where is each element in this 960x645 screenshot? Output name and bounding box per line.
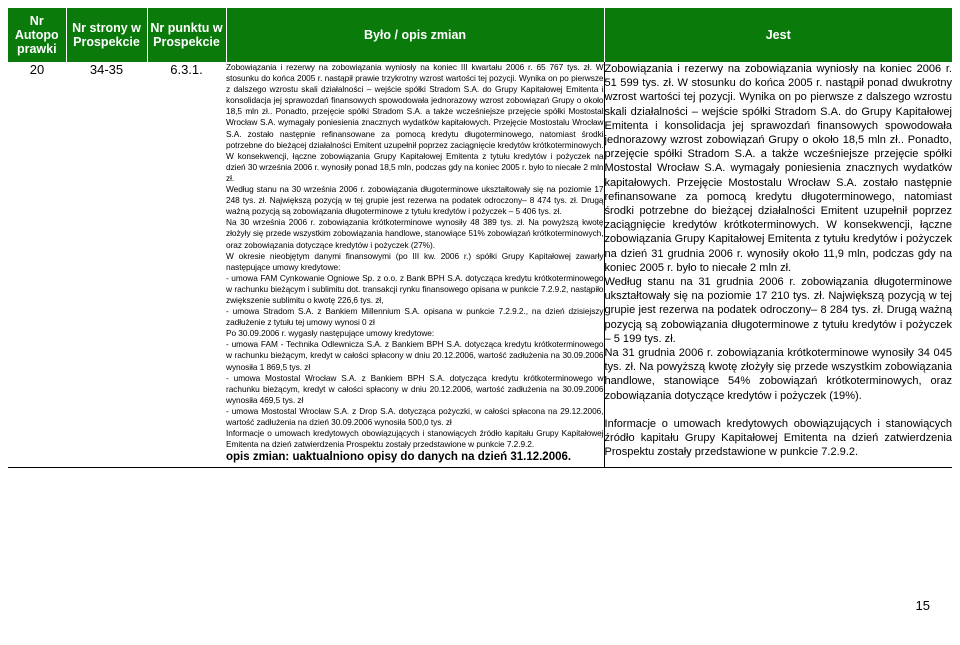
was-paragraph: Informacje o umowach kredytowych obowiązujących i stanowiących źródło kapitału Grupy Kapitałowej Emitenta na dzień zatwierdzenia Prospektu zostały przedstawione w punkcie 7.2.9.2.: [226, 428, 604, 450]
cell-was: [226, 62, 604, 468]
document-page: [8, 8, 952, 468]
was-paragraph: Zobowiązania i rezerwy na zobowiązania wyniosły na koniec III kwartału 2006 r. 65 767 tys. zł. W stosunku do końca 2005 r. nastąpił prawie trzykrotny wzrost wartości tej pozycji. Wynika on po pierwsze z dalszego wzrostu skali działalności – wejście spółki Stradom S.A. do Grupy Kapitałowej Emitenta i konsolidacja jej sprawozdań finansowych spowodowała jednorazowy wzrost zobowiązań Grupy o około 18,5 mln zł.. Ponadto, przejęcie spółki Stradom S.A. a także wcześniejsze przejęcie spółki Mostostal Wrocław S.A. wymagały poniesienia znacznych wydatków kapitałowych. Przejęcie Mostostalu Wrocław S.A. zostało następnie refinansowane za pomocą kredytu długoterminowego, natomiast środki potrzebne do bieżącej działalności Emitent uzupełnił poprzez zaciągnięcie kredytów krótkoterminowych. W konsekwencji, łączne zobowiązania Grupy Kapitałowej Emitenta z tytułu kredytów i pożyczek na dzień 30 września 2006 r. wynosiły ponad 18,5 mln, podczas gdy na koniec 2005 r. było to niecałe 2 mln zł.: [226, 62, 604, 183]
header-point: Nr punktu w Prospekcie: [147, 8, 226, 62]
table-header-row: [8, 8, 952, 62]
cell-page: 34-35: [66, 62, 147, 468]
cell-is: [604, 62, 952, 468]
is-paragraph: Na 31 grudnia 2006 r. zobowiązania krótkoterminowe wynosiły 34 045 tys. zł. Na powyższą kwotę złożyły się przede wszystkim zobowiązania handlowe, stanowiące 54% zobowiązań krótkoterminowych, oraz zobowiązania dotyczące kredytów i pożyczek (19%).: [604, 347, 952, 402]
was-paragraph: - umowa FAM Cynkowanie Ogniowe Sp. z o.o. z Bank BPH S.A. dotycząca kredytu krótkoterminowego w rachunku bieżącym i sublimitu dot. transakcji rynku finansowego opisana w punkcie 7.2.9.2, nastąpiło zwiększenie sublimitu o kwotę 226,6 tys. zł,: [226, 272, 604, 305]
was-paragraph: - umowa FAM - Technika Odlewnicza S.A. z Bankiem BPH S.A. dotycząca kredytu krótkoterminowego w rachunku bieżącym, kredyt w całości spłacony w dniu 20.12.2006, wartość zadłużenia na 30.09.2006 wynosiła 1 869,5 tys. zł: [226, 339, 604, 372]
cell-nr: 20: [8, 62, 66, 468]
header-nr: Nr Autopo prawki: [8, 8, 66, 62]
header-was: Było / opis zmian: [226, 8, 604, 62]
was-paragraph: Po 30.09.2006 r. wygasły następujące umowy kredytowe:: [226, 328, 435, 339]
page-number: 15: [915, 598, 930, 613]
was-text: [226, 62, 604, 450]
header-is: Jest: [604, 8, 952, 62]
is-paragraph: Informacje o umowach kredytowych obowiązujących i stanowiących źródło kapitału Grupy Kapitałowej Emitenta na dzień zatwierdzenia Prospektu zostały przedstawione w punkcie 7.2.9.2.: [604, 417, 952, 459]
was-paragraph: - umowa Stradom S.A. z Bankiem Millennium S.A. opisana w punkcie 7.2.9.2., na dzień dzisiejszy zadłużenie z tytułu tej umowy wynosi 0 zł: [226, 306, 604, 328]
was-paragraph: - umowa Mostostal Wrocław S.A. z Drop S.A. dotycząca pożyczki, w całości spłacona na 29.12.2006, wartość zadłużenia na dzień 30.09.2006 wynosiła 500,0 tys. zł: [226, 405, 604, 427]
is-text: [605, 62, 953, 459]
change-description: opis zmian: uaktualniono opisy do danych na dzień 31.12.2006.: [226, 451, 572, 464]
was-paragraph: Według stanu na 30 września 2006 r. zobowiązania długoterminowe ukształtowały się na poziomie 17 248 tys. zł. Największą pozycją w tej grupie jest rezerwa na podatek odroczony– 8 474 tys. zł. Drugą ważną pozycją są zobowiązania długoterminowe z tytułu kredytów i pożyczek – 5 406 tys. zł.: [226, 184, 604, 217]
header-page: Nr strony w Prospekcie: [66, 8, 147, 62]
was-paragraph: W okresie nieobjętym danymi finansowymi (po III kw. 2006 r.) spółki Grupy Kapitałowej zawarły następujące umowy kredytowe:: [226, 250, 604, 272]
table-row: [8, 62, 952, 468]
was-paragraph: Na 30 września 2006 r. zobowiązania krótkoterminowe wynosiły 48 389 tys. zł. Na powyższą kwotę złożyły się przede wszystkim zobowiązania handlowe, stanowiące 51% zobowiązań krótkoterminowych, oraz zobowiązania dotyczące kredytów i pożyczek (27%).: [226, 217, 604, 250]
was-paragraph: - umowa Mostostal Wrocław S.A. z Bankiem BPH S.A. dotycząca kredytu krótkoterminowego w rachunku bieżącym, kredyt w całości spłacony w dniu 20.12.2006, wartość zadłużenia na 30.09.2006 wynosiła 469,5 tys. zł: [226, 372, 604, 405]
cell-point: 6.3.1.: [147, 62, 226, 468]
is-paragraph: Zobowiązania i rezerwy na zobowiązania wyniosły na koniec 2006 r. 51 599 tys. zł. W stosunku do końca 2005 r. nastąpił ponad dwukrotny wzrost wartości tej pozycji. Wynika on po pierwsze z dalszego wzrostu skali działalności – wejście spółki Stradom S.A. do Grupy Kapitałowej Emitenta i konsolidacja jej sprawozdań finansowych spowodowała jednorazowy wzrost zobowiązań Grupy o około 18,5 mln zł.. Ponadto, przejęcie spółki Stradom S.A. a także wcześniejsze przejęcie spółki Mostostal Wrocław S.A. wymagały poniesienia znacznych wydatków kapitałowych. Przejęcie Mostostalu Wrocław S.A. zostało następnie refinansowane za pomocą kredytu długoterminowego, natomiast środki potrzebne do bieżącej działalności Emitent uzupełnił poprzez zaciągnięcie kredytów krótkoterminowych. W konsekwencji, łączne zobowiązania Grupy Kapitałowej Emitenta z tytułu kredytów i pożyczek na dzień 31 grudnia 2006 r. wynosiły około 11,9 mln, podczas gdy na koniec 2005 r. było to niecałe 2 mln zł.: [604, 63, 952, 274]
is-paragraph: Według stanu na 31 grudnia 2006 r. zobowiązania długoterminowe ukształtowały się na poziomie 17 210 tys. zł. Największą pozycją w tej grupie jest rezerwa na podatek odroczony– 8 284 tys. zł. Drugą ważną pozycją są zobowiązania długoterminowe z tytułu kredytów i pożyczek – 5 199 tys. zł.: [604, 276, 952, 345]
changes-table: [8, 8, 952, 468]
